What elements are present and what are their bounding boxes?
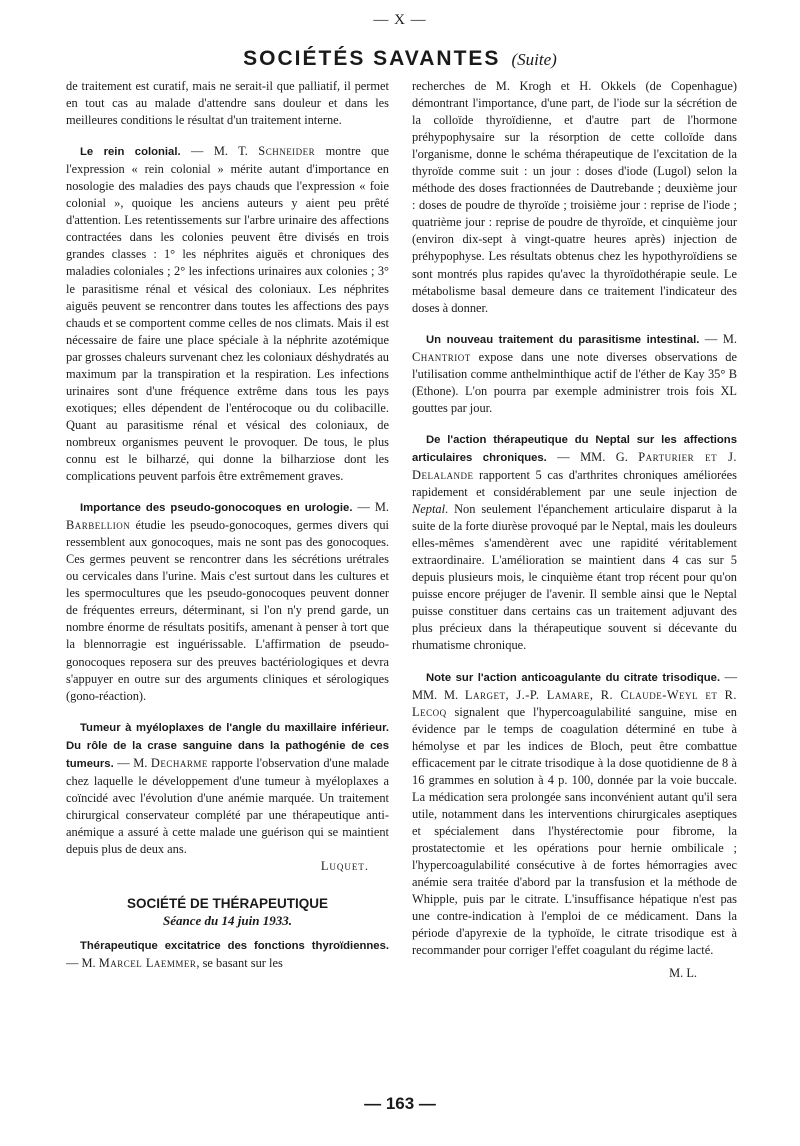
article-body: montre que l'expression « rein colonial » mérite autant d'importance en nosologie des maladies des pays chauds que l'expression « foie colonial », quoique les anciens auteurs y aient peu prêté d'attention. Les retentissements sur l'arbre urinaire des affections contractées dans les colonies peuvent être divisés en trois grandes classes : 1° les néphrites aiguës et chroniques des maladies coloniales ; 2° les infections urinaires aux colonies ; 3° le parasitisme rénal et vésical des coloniaux. Les néphrites aiguës peuvent se rencontrer dans toutes les affections des pays chauds et se comportent comme celles de nos climats. Mais il est nécessaire de faire une place spéciale à la néphrite azotémique par grosses chaleurs survenant chez les coloniaux déshydratés au maximum par la transpiration et la respiration. Les infections urinaires sont d'une fréquence extrême dans tous les pays exotiques; elles dépendent de l'entérocoque ou du colibacille. Quant au parasitisme rénal et vésical des coloniaux, de nombreux organismes peuvent le provoquer. De tous, le plus connu est le bilharzé, qui donne la bilharziose dont les complications peuvent parfois être extrêmement graves. [66, 144, 389, 484]
article-body: étudie les pseudo-gonocoques, germes divers qui ressemblent aux gonocoques, mais ne sont pas des gonocoques. Ces germes peuvent se rencontrer dans les sécrétions urétrales ou cervicales dans l'urine. Mais c'est surtout dans les cultures et les spermocultures que les pseudo-gonocoques peuvent donner de fréquentes erreurs, déterminant, si l'on n'y prend garde, un nombre énorme de résultats positifs, amenant à penser à tort que la blennorragie est inguérissable. L'affirmation de pseudo-gonocoques reposera sur des preuves bactériologiques et devra s'appuyer en outre sur des arguments cliniques et sérologiques (gono-réaction). [66, 518, 389, 703]
article-body: , se basant sur les [196, 956, 283, 971]
article-dash: — MM. M. [412, 669, 737, 702]
article-heading: Un nouveau traitement du parasitisme intestinal. [426, 333, 700, 346]
right-column [412, 78, 737, 982]
article-body: . Non seulement l'épanchement articulaire disparut à la suite de la forte diurèse provoqué par le Neptal, mais les douleurs elles-mêmes s'amendèrent avec une rapidité véritablement extraordinaire. L'amélioration se maintient dans 4 cas sur 5 depuis plusieurs mois, le cinquième étant trop récent pour qu'on puisse encore préjuger de l'avenir. Il semble ainsi que le Neptal puisse constituer dans certains cas un traitement adjuvant des plus précieux dans la thérapeutique souvent si décevante du rhumatisme chronique. [412, 502, 737, 653]
article-dash: — M. T. [180, 144, 259, 159]
session-date: Séance du 14 juin 1933. [163, 913, 292, 929]
article-author: Parturier et J. Delalande [412, 449, 737, 482]
article-author: Marcel Laemmer [98, 956, 197, 971]
article-therapeutique-thyroidiennes [66, 937, 389, 972]
running-title [0, 47, 800, 71]
continued-paragraph: de traitement est curatif, mais ne serait-il que palliatif, il permet en tout cas au malade d'attendre sans douleur et dans les meilleures conditions le résultat d'un traitement interne. [66, 79, 389, 128]
left-column [66, 78, 389, 972]
article-citrate-trisodique [412, 669, 737, 960]
article-tumeur-myeloplaxes [66, 719, 389, 858]
article-dash: — M. [699, 331, 737, 346]
article-heading: De l'action thérapeutique du Neptal sur les affections articulaires chroniques. [412, 433, 737, 464]
article-signature: Luquet. [320, 859, 369, 874]
article-heading: Importance des pseudo-gonocoques en urologie. [80, 502, 353, 515]
article-dash: — MM. G. [546, 449, 639, 464]
article-author: Barbellion [66, 518, 131, 533]
drug-name: Neptal [412, 502, 446, 517]
article-rein-colonial [66, 143, 389, 485]
article-body: rapportent 5 cas d'arthrites chroniques améliorées rapidement et considérablement par une seule injection de [412, 467, 737, 500]
article-body: signalent que l'hypercoagulabilité sanguine, mise en évidence par le temps de coagulation déterminé en tube à hémolyse et par les indices de Bloch, peut être combattue efficacement par le citrate trisodique à la dose quotidienne de 8 à 16 grammes en solution à 4 p. 100, donnée par la voie buccale. La médication sera prolongée sans inconvénient autant qu'il sera utile, notamment dans les interventions chirurgicales aseptiques et spécialement dans l'hystérectomie pour fibrome, la prostatectomie et les opérations pour hernie ombilicale ; l'hypercoagulabilité consécutive à de fortes hémorragies avec anémie sera traitée d'abord par la transfusion et la méthode de Whipple, puis par le citrate. L'insuffisance hépatique n'est pas une contre-indication à l'emploi de ce médicament. Dans la période d'apyrexie de la typhoïde, le citrate trisodique est à recommander pour corriger l'effet coagulant du régime lacté. [412, 704, 737, 958]
article-author: Schneider [258, 144, 316, 159]
article-author: Chantriot [412, 349, 471, 364]
article-author: Decharme [150, 755, 208, 770]
page-number: — 163 — [364, 1094, 436, 1113]
title-suffix: (Suite) [511, 50, 557, 69]
article-neptal [412, 431, 737, 655]
article-body: expose dans une note diverses observations de l'utilisation comme anthelminthique actif de l'éther de Kay 35° B (Ethone). L'on pourra par exemple administrer trois fois XL gouttes par jour. [412, 349, 737, 415]
article-signature: M. L. [669, 966, 697, 981]
roman-page-number: — X — [373, 12, 427, 28]
article-parasitisme-intestinal [412, 331, 737, 417]
article-heading: Note sur l'action anticoagulante du citrate trisodique. [426, 671, 721, 684]
journal-section-title: SOCIÉTÉS SAVANTES [243, 47, 501, 70]
article-heading: Thérapeutique excitatrice des fonctions thyroïdiennes. [80, 940, 389, 953]
article-author: Larget, J.-P. Lamare, R. Claude-Weyl et R. Lecoq [412, 687, 737, 719]
article-pseudo-gonocoques [66, 499, 389, 705]
article-dash: — M. [352, 500, 389, 515]
article-heading: Tumeur à myéloplaxes de l'angle du maxillaire inférieur. Du rôle de la crase sanguine dans la pathogénie de ces tumeurs. [66, 721, 389, 770]
society-title: SOCIÉTÉ DE THÉRAPEUTIQUE [126, 896, 329, 912]
article-heading: Le rein colonial. [80, 146, 181, 159]
article-dash: — M. [113, 755, 151, 770]
article-dash: — M. [66, 956, 99, 971]
continued-paragraph: recherches de M. Krogh et H. Okkels (de Copenhague) démontrant l'importance, d'une part, de l'iode sur la sécrétion de la colloïde thyroïdienne, et d'autre part de l'hormone préhypophysaire sur la résorption de cette colloïde dans l'organisme, donne le schéma thérapeutique de l'excitation de la thyroïde comme suit : un jour : doses d'iode (Lugol) selon la méthode des doses fractionnées de Dautrebande ; deuxième jour : doses de poudre de thyroïde ; troisième jour : reprise de l'iode ; quatrième jour : reprise de poudre de thyroïde, et cinquième jour (environ dix-sept à vingt-quatre heures après) injection de préhypophyse. Les résultats obtenus chez les hypothyroïdiens se sont montrés plus rapides qu'avec la thyroïdothérapie seule. Le métabolisme basal demeure dans ce traitement l'indicateur des doses à donner. [412, 79, 737, 315]
article-body: rapporte l'observation d'une malade chez laquelle le développement d'une tumeur à myéloplaxes a coïncidé avec l'évolution d'une anémie marquée. Un traitement chirurgical conservateur complété par une thérapeutique anti-anémique a assuré à cette malade une guérison qui se maintient depuis plus de deux ans. [66, 755, 389, 856]
